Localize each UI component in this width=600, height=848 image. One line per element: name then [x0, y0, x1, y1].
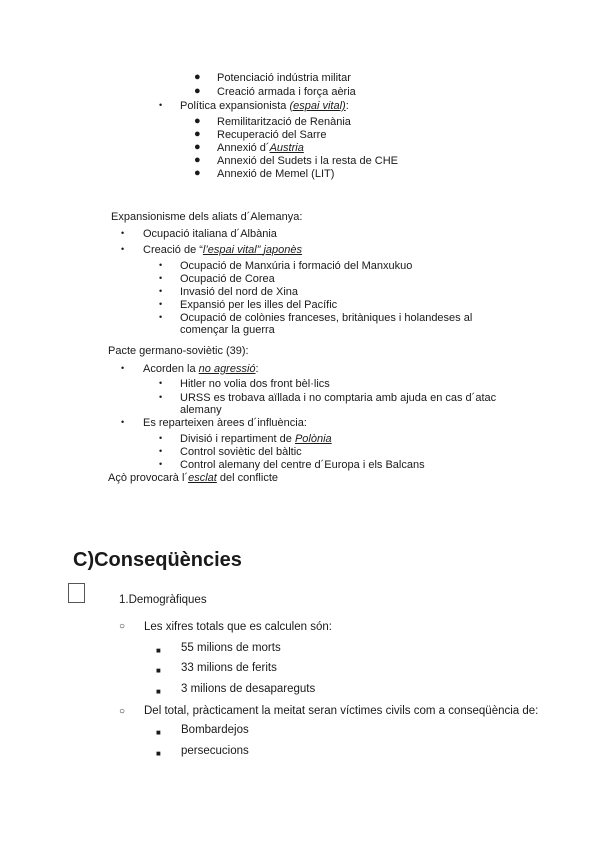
list-item: Es reparteixen àrees d´influència:	[143, 417, 307, 429]
list-item-continuation: començar la guerra	[180, 324, 275, 336]
text-prefix: Acorden la	[143, 363, 199, 375]
bullet: •	[159, 446, 163, 456]
list-item-expansionist	[180, 100, 349, 113]
text-suffix: del conflicte	[216, 472, 278, 484]
text-suffix: :	[345, 100, 349, 112]
bullet: •	[159, 286, 163, 296]
text-suffix: :	[255, 363, 259, 375]
bullet: •	[121, 244, 125, 254]
bullet: •	[121, 363, 125, 373]
bullet: •	[159, 260, 163, 270]
list-item: persecucions	[181, 745, 249, 757]
bullet: •	[159, 273, 163, 283]
text-prefix: Divisió i repartiment de	[180, 433, 295, 445]
bullet: ●	[194, 128, 201, 140]
list-item: Annexió de Memel (LIT)	[217, 168, 335, 180]
list-item: Bombardejos	[181, 724, 249, 736]
pact-heading: Pacte germano-soviètic (39):	[108, 345, 249, 357]
bullet: •	[159, 433, 163, 443]
list-item: Les xifres totals que es calculen són:	[144, 621, 332, 633]
subsection-title: 1.Demogràfiques	[119, 594, 207, 606]
list-item: URSS es trobava aïllada i no comptaria amb ajuda en cas d´atac	[180, 392, 497, 404]
list-item: 3 milions de desapareguts	[181, 683, 316, 695]
list-item: Ocupació de Corea	[180, 273, 275, 285]
square-bullet-icon: ■	[156, 749, 161, 758]
list-item: Expansió per les illes del Pacífic	[180, 299, 338, 311]
list-item-poland	[180, 433, 332, 446]
espai-vital-link[interactable]: l’espai vital	[202, 244, 257, 256]
bullet: •	[159, 378, 163, 388]
list-item-japanese-space	[143, 244, 302, 257]
bullet: •	[159, 299, 163, 309]
closing-line	[108, 472, 278, 485]
bullet: ●	[194, 85, 201, 97]
circle-bullet-icon: ○	[119, 621, 126, 632]
bullet: •	[159, 312, 163, 322]
bullet: •	[159, 459, 163, 469]
list-item: 33 milions de ferits	[181, 662, 277, 674]
bullet: •	[121, 228, 125, 238]
list-item: Control alemany del centre d´Europa i els Balcans	[180, 459, 425, 471]
bullet: ●	[194, 154, 201, 166]
list-item: Potenciació indústria militar	[217, 72, 351, 84]
list-item-no-aggression	[143, 363, 259, 376]
list-item: Del total, pràcticament la meitat seran víctimes civils com a conseqüència de:	[144, 705, 539, 717]
bullet: •	[121, 417, 125, 427]
list-item: Ocupació italiana d´Albània	[143, 228, 277, 240]
square-bullet-icon: ■	[156, 646, 161, 655]
text-prefix: Creació de “	[143, 244, 203, 256]
list-item: Annexió del Sudets i la resta de CHE	[217, 155, 398, 167]
list-item: Ocupació de colònies franceses, britàniques i holandeses al	[180, 312, 473, 324]
list-item-continuation: alemany	[180, 404, 222, 416]
polonia-link[interactable]: Polònia	[294, 433, 332, 445]
text-prefix: Açò provocarà l´	[108, 472, 189, 484]
list-item: Remilitarització de Renània	[217, 116, 351, 128]
list-item: Creació armada i força aèria	[217, 86, 356, 98]
japones-link[interactable]: japonès	[263, 244, 303, 256]
text-mid: ”	[256, 244, 264, 256]
austria-link[interactable]: Austria	[269, 142, 304, 154]
checkbox[interactable]	[68, 583, 85, 603]
list-item: Hitler no volia dos front bèl·lics	[180, 378, 330, 390]
list-item: 55 milions de morts	[181, 642, 281, 654]
espai-vital-link[interactable]: (espai vital)	[289, 100, 346, 112]
bullet: ●	[194, 115, 201, 127]
list-item: Invasió del nord de Xina	[180, 286, 299, 298]
bullet: ●	[194, 141, 201, 153]
square-bullet-icon: ■	[156, 728, 161, 737]
section-title: C)Conseqüències	[73, 549, 242, 571]
square-bullet-icon: ■	[156, 666, 161, 675]
bullet: ●	[194, 71, 201, 83]
list-item-austria	[217, 142, 304, 155]
bullet: •	[159, 392, 163, 402]
no-agressio-link[interactable]: no agressió	[198, 363, 256, 375]
bullet: •	[159, 100, 163, 110]
list-item: Recuperació del Sarre	[217, 129, 327, 141]
text-prefix: Annexió d´	[217, 142, 270, 154]
circle-bullet-icon: ○	[119, 706, 126, 717]
list-item: Ocupació de Manxúria i formació del Manxukuo	[180, 260, 413, 272]
esclat-link[interactable]: esclat	[188, 472, 217, 484]
square-bullet-icon: ■	[156, 687, 161, 696]
bullet: ●	[194, 167, 201, 179]
text-prefix: Política expansionista	[180, 100, 290, 112]
list-item: Control soviètic del bàltic	[180, 446, 302, 458]
allies-heading: Expansionisme dels aliats d´Alemanya:	[111, 211, 303, 223]
